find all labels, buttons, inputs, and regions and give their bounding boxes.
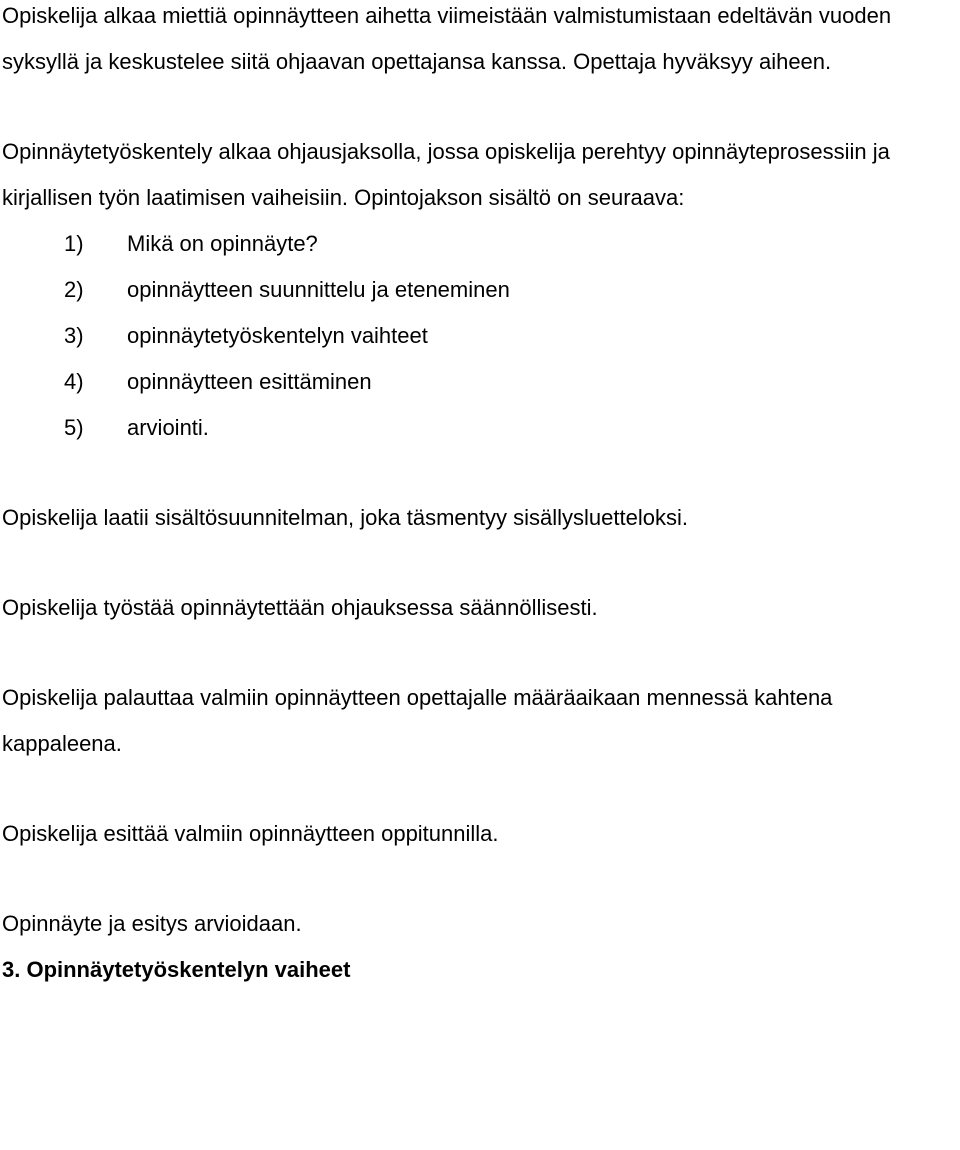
list-item: [2, 313, 952, 359]
list-item-text: opinnäytetyöskentelyn vaihteet: [127, 323, 428, 348]
list-item-number: 5): [64, 415, 84, 440]
paragraph-topic-selection: Opiskelija alkaa miettiä opinnäytteen aihetta viimeistään valmistumistaan edeltävän vuoden syksyllä ja keskustelee siitä ohjaavan opettajansa kanssa. Opettaja hyväksyy aiheen.: [2, 3, 892, 74]
list-item-number: 4): [64, 369, 84, 394]
list-item-text: arviointi.: [127, 415, 209, 440]
paragraph-guidance-period: Opinnäytetyöskentely alkaa ohjausjaksolla, jossa opiskelija perehtyy opinnäyteprosessiin ja kirjallisen työn laatimisen vaiheisiin. Opintojakson sisältö on seuraava:: [2, 139, 890, 210]
list-item-text: opinnäytteen esittäminen: [127, 369, 372, 394]
paragraph-assessment: Opinnäyte ja esitys arvioidaan.: [2, 911, 302, 936]
list-item-text: opinnäytteen suunnittelu ja eteneminen: [127, 277, 510, 302]
list-item-number: 3): [64, 323, 84, 348]
list-item-number: 2): [64, 277, 84, 302]
list-item: [2, 405, 952, 451]
paragraph-submission: Opiskelija palauttaa valmiin opinnäytteen opettajalle määräaikaan mennessä kahtena kappaleena.: [2, 685, 833, 756]
paragraph-content-plan: Opiskelija laatii sisältösuunnitelman, joka täsmentyy sisällysluetteloksi.: [2, 505, 688, 530]
paragraph-presentation: Opiskelija esittää valmiin opinnäytteen oppitunnilla.: [2, 821, 499, 846]
list-item: [2, 267, 952, 313]
list-item: [2, 359, 952, 405]
course-content-list: [2, 221, 952, 451]
list-item-number: 1): [64, 231, 84, 256]
section-heading: 3. Opinnäytetyöskentelyn vaiheet: [2, 957, 351, 982]
list-item-text: Mikä on opinnäyte?: [127, 231, 318, 256]
document-page: [2, 0, 952, 993]
paragraph-work-guidance: Opiskelija työstää opinnäytettään ohjauksessa säännöllisesti.: [2, 595, 598, 620]
list-item: [2, 221, 952, 267]
